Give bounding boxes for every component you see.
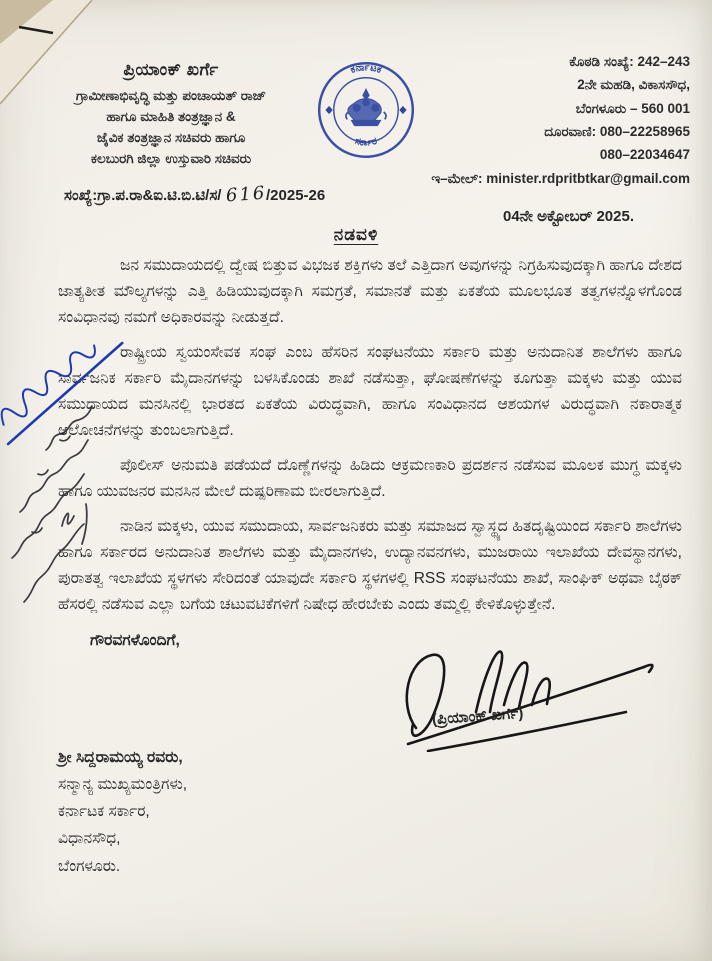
minister-name: ಪ್ರಿಯಾಂಕ್ ಖರ್ಗೆ bbox=[123, 60, 219, 79]
reference-handwritten-number: 616 bbox=[224, 182, 267, 207]
contact-block bbox=[410, 50, 690, 190]
signature-area bbox=[0, 650, 712, 740]
state-emblem-icon bbox=[346, 89, 386, 125]
government-seal-icon bbox=[314, 58, 418, 162]
letterhead bbox=[0, 0, 712, 252]
recipient-building: ವಿಧಾನಸೌಧ, bbox=[58, 830, 121, 848]
email-line: ಇ–ಮೇಲ್: minister.rdpritbtkar@gmail.com bbox=[431, 170, 690, 186]
reference-suffix: /2025-26 bbox=[266, 187, 326, 204]
signature-scribble-icon bbox=[380, 632, 690, 752]
body-paragraph-4: ನಾಡಿನ ಮಕ್ಕಳು, ಯುವ ಸಮುದಾಯ, ಸಾರ್ವಜನಿಕರು ಮತ್ತು ಸಮಾಜದ ಸ್ವಾಸ್ಥ್ಯದ ಹಿತದೃಷ್ಟಿಯಿಂದ ಸರ್ಕಾರಿ ಶಾಲೆಗಳು ಹಾಗೂ ಸರ್ಕಾರದ ಅನುದಾನಿತ ಶಾಲೆಗಳು ಮತ್ತು ಮೈದಾನಗಳು, ಉದ್ಯಾನವನಗಳು, ಮುಜರಾಯಿ ಇಲಾಖೆಯ ದೇವಸ್ಥಾನಗಳು, ಪುರಾತತ್ವ ಇಲಾಖೆಯ ಸ್ಥಳಗಳು ಸೇರಿದಂತೆ ಯಾವುದೇ ಸರ್ಕಾರಿ ಸ್ಥಳಗಳಲ್ಲಿ RSS ಸಂಘಟನೆಯು ಶಾಖೆ, ಸಾಂಘಿಕ್ ಅಥವಾ ಬೈಠಕ್ ಹೆಸರಲ್ಲಿ ನಡೆಸುವ ಎಲ್ಲಾ ಬಗೆಯ ಚಟುವಟಿಕೆಗಳಿಗೆ ನಿಷೇಧ ಹೇರಬೇಕು ಎಂದು ತಮ್ಮಲ್ಲಿ ಕೇಳಿಕೊಳ್ಳುತ್ತೇನೆ. bbox=[58, 518, 682, 613]
minister-title-line: ಹಾಗೂ ಮಾಹಿತಿ ತಂತ್ರಜ್ಞಾನ & bbox=[106, 108, 236, 124]
reference-number bbox=[64, 184, 325, 205]
recipient-government: ಕರ್ನಾಟಕ ಸರ್ಕಾರ, bbox=[58, 803, 150, 821]
recipient-designation: ಸನ್ಮಾನ್ಯ ಮುಖ್ಯಮಂತ್ರಿಗಳು, bbox=[58, 776, 188, 794]
minister-title-line: ಗ್ರಾಮೀಣಾಭಿವೃದ್ಧಿ ಮತ್ತು ಪಂಚಾಯತ್ ರಾಜ್ bbox=[75, 88, 267, 103]
address-city: ಬೆಂಗಳೂರು – 560 001 bbox=[575, 100, 690, 116]
phone-number-2: 080–22034647 bbox=[599, 147, 690, 163]
body-paragraph-2: ರಾಷ್ಟ್ರೀಯ ಸ್ವಯಂಸೇವಕ ಸಂಘ ಎಂಬ ಹೆಸರಿನ ಸಂಘಟನೆಯು ಸರ್ಕಾರಿ ಮತ್ತು ಅನುದಾನಿತ ಶಾಲೆಗಳು ಹಾಗೂ ಸಾರ್ವಜನಿಕ ಸರ್ಕಾರಿ ಮೈದಾನಗಳನ್ನು ಬಳಸಿಕೊಂಡು ಶಾಖೆ ನಡೆಸುತ್ತಾ, ಘೋಷಣೆಗಳನ್ನು ಕೂಗುತ್ತಾ ಮಕ್ಕಳು ಮತ್ತು ಯುವ ಸಮುದಾಯದ ಮನಸಿನಲ್ಲಿ ಭಾರತದ ಏಕತೆಯ ವಿರುದ್ಧವಾಗಿ, ಹಾಗೂ ಸಂವಿಧಾನದ ಆಶಯಗಳ ವಿರುದ್ಧವಾಗಿ ನಕಾರಾತ್ಮಕ ಆಲೋಚನೆಗಳನ್ನು ತುಂಬಲಾಗುತ್ತಿದೆ. bbox=[58, 344, 682, 439]
svg-text:ಸರ್ಕಾರ bbox=[354, 136, 379, 149]
letter-title: ನಡವಳಿ bbox=[333, 225, 379, 244]
letter-date: 04ನೇ ಅಕ್ಟೋಬರ್ 2025. bbox=[503, 208, 634, 225]
minister-identity-block bbox=[36, 60, 306, 170]
letter-body bbox=[0, 245, 712, 618]
recipient-block bbox=[58, 744, 712, 880]
recipient-city: ಬೆಂಗಳೂರು. bbox=[58, 857, 121, 875]
phone-number-1: ದೂರವಾಣಿ: 080–22258965 bbox=[544, 124, 690, 140]
address-floor: 2ನೇ ಮಹಡಿ, ವಿಕಾಸಸೌಧ, bbox=[577, 77, 690, 93]
seal-top-text: ಕರ್ನಾಟಕ bbox=[349, 62, 383, 76]
recipient-name: ಶ್ರೀ ಸಿದ್ದರಾಮಯ್ಯ ರವರು, bbox=[58, 749, 183, 766]
seal-star-left-icon bbox=[325, 106, 332, 114]
reference-prefix: ಸಂಖ್ಯೆ:ಗ್ರಾ.ಪ.ರಾ&ಐ.ಟಿ.ಬಿ.ಟಿ/ಸ/ bbox=[64, 187, 222, 204]
room-number: ಕೊಠಡಿ ಸಂಖ್ಯೆ: 242–243 bbox=[569, 54, 690, 69]
body-paragraph-1: ಜನ ಸಮುದಾಯದಲ್ಲಿ ದ್ವೇಷ ಬಿತ್ತುವ ವಿಭಜಕ ಶಕ್ತಿಗಳು ತಲೆ ಎತ್ತಿದಾಗ ಅವುಗಳನ್ನು ನಿಗ್ರಹಿಸುವುದಕ್ಕಾಗಿ ಹಾಗೂ ದೇಶದ ಜಾತ್ಯತೀತ ಮೌಲ್ಯಗಳನ್ನು ಎತ್ತಿ ಹಿಡಿಯುವುದಕ್ಕಾಗಿ ಸಮಗ್ರತೆ, ಸಮಾನತೆ ಮತ್ತು ಏಕತೆಯ ಮೂಲಭೂತ ತತ್ವಗಳನ್ನೊಳಗೊಂಡ ಸಂವಿಧಾನವು ನಮಗೆ ಅಧಿಕಾರವನ್ನು ನೀಡುತ್ತದೆ. bbox=[58, 257, 682, 326]
signatory-name: (ಪ್ರಿಯಾಂಕ್ ಖರ್ಗೆ) bbox=[431, 704, 524, 729]
minister-title-line: ಕಲಬುರಗಿ ಜಿಲ್ಲಾ ಉಸ್ತುವಾರಿ ಸಚಿವರು bbox=[90, 150, 252, 166]
closing-salutation: ಗೌರವಗಳೊಂದಿಗೆ, bbox=[90, 632, 180, 649]
body-paragraph-3: ಪೊಲೀಸ್ ಅನುಮತಿ ಪಡೆಯದೆ ದೊಣ್ಣೆಗಳನ್ನು ಹಿಡಿದು ಆಕ್ರಮಣಕಾರಿ ಪ್ರದರ್ಶನ ನಡೆಸುವ ಮೂಲಕ ಮುಗ್ಧ ಮಕ್ಕಳು ಹಾಗೂ ಯುವಜನರ ಮನಸಿನ ಮೇಲೆ ದುಷ್ಪರಿಣಾಮ ಬೀರಲಾಗುತ್ತಿದೆ. bbox=[58, 457, 682, 500]
minister-title-line: ಜೈವಿಕ ತಂತ್ರಜ್ಞಾನ ಸಚಿವರು ಹಾಗೂ bbox=[96, 129, 246, 145]
seal-bottom-text: ಸರ್ಕಾರ bbox=[353, 135, 379, 149]
seal-star-right-icon bbox=[399, 106, 406, 114]
